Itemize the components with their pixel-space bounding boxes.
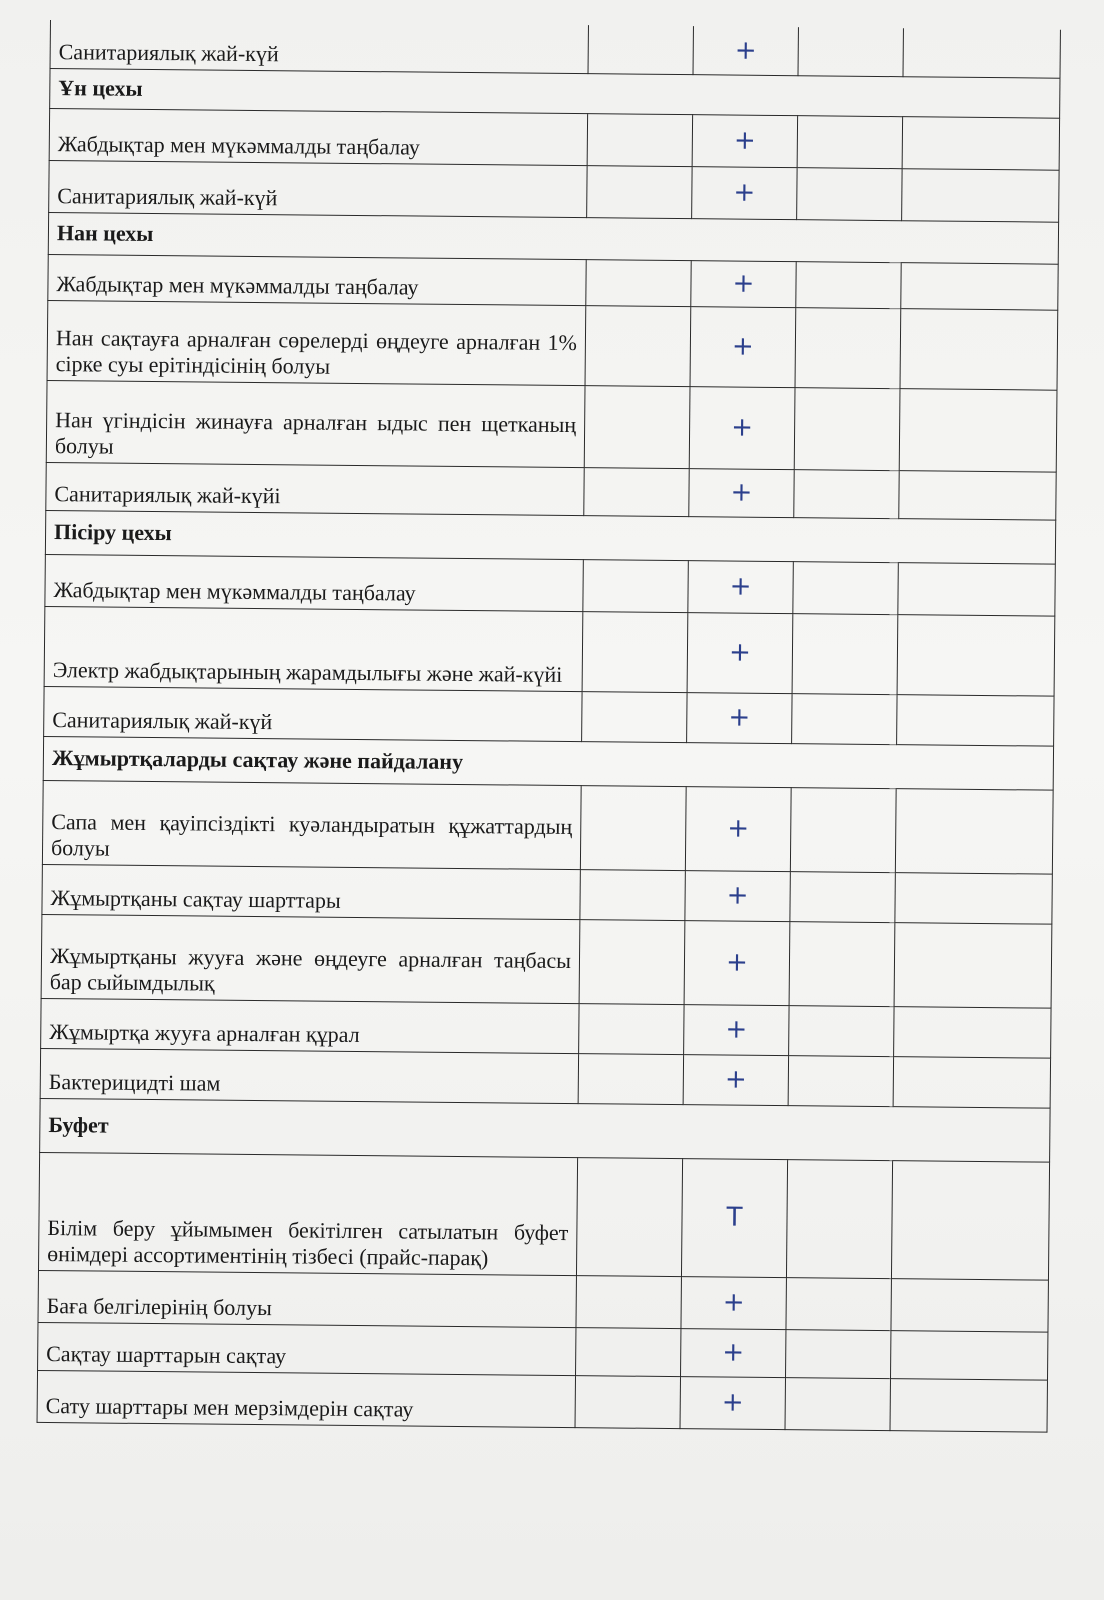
check-mark: + bbox=[691, 260, 796, 307]
check-mark: + bbox=[681, 1328, 786, 1377]
check-mark: + bbox=[692, 114, 797, 167]
criterion-label: Сату шарттары мен мерзімдерін сақтау bbox=[37, 1370, 575, 1427]
table-row bbox=[41, 914, 1052, 1008]
check-mark: + bbox=[688, 560, 793, 613]
empty-cell bbox=[902, 168, 1059, 222]
empty-cell bbox=[582, 691, 687, 742]
empty-cell bbox=[891, 1278, 1048, 1332]
empty-cell bbox=[580, 869, 685, 920]
empty-cell bbox=[584, 385, 690, 468]
empty-cell bbox=[786, 1277, 891, 1330]
checklist-body bbox=[37, 20, 1060, 1432]
check-mark: + bbox=[689, 386, 795, 469]
empty-cell bbox=[900, 308, 1058, 390]
criterion-label: Жұмыртқаны жууға және өңдеуге арналған таңбасы бар сыйымдылық bbox=[41, 914, 580, 1003]
empty-cell bbox=[588, 25, 693, 74]
table-row bbox=[45, 554, 1055, 616]
check-mark: + bbox=[693, 26, 798, 75]
empty-cell bbox=[785, 1377, 890, 1430]
empty-cell bbox=[587, 113, 692, 166]
empty-cell bbox=[893, 1056, 1050, 1108]
check-mark: + bbox=[690, 306, 796, 387]
criterion-label: Сапа мен қауіпсіздікті куәландыратын құжаттардың болуы bbox=[42, 780, 581, 869]
table-row bbox=[42, 780, 1053, 874]
empty-cell bbox=[579, 919, 685, 1004]
criterion-label: Жабдықтар мен мүкәммалды таңбалау bbox=[49, 108, 587, 165]
table-row bbox=[37, 1370, 1047, 1432]
table-row bbox=[39, 1152, 1050, 1280]
empty-cell bbox=[789, 921, 895, 1006]
empty-cell bbox=[895, 872, 1052, 924]
criterion-label: Сақтау шарттарын сақтау bbox=[38, 1322, 576, 1375]
criterion-label: Санитариялық жай-күйі bbox=[46, 462, 584, 515]
check-mark: + bbox=[685, 786, 791, 871]
empty-cell bbox=[786, 1159, 892, 1278]
table-row bbox=[49, 108, 1059, 170]
section-title: Жұмыртқаларды сақтау және пайдалану bbox=[43, 736, 1053, 790]
check-mark: + bbox=[684, 920, 790, 1005]
section-title: Пісіру цехы bbox=[45, 510, 1055, 564]
check-mark: + bbox=[687, 692, 792, 743]
criterion-label: Жұмыртқаны сақтау шарттары bbox=[42, 864, 580, 919]
empty-cell bbox=[899, 388, 1057, 472]
table-row bbox=[46, 380, 1057, 472]
empty-cell bbox=[891, 1330, 1048, 1380]
empty-cell bbox=[792, 693, 897, 744]
empty-cell bbox=[793, 561, 898, 614]
section-title: Нан цехы bbox=[48, 212, 1058, 264]
check-mark: + bbox=[684, 1004, 789, 1055]
empty-cell bbox=[902, 116, 1059, 170]
empty-cell bbox=[798, 27, 903, 76]
empty-cell bbox=[895, 788, 1053, 874]
criterion-label: Санитариялық жай-күй bbox=[44, 686, 582, 741]
empty-cell bbox=[789, 1005, 894, 1056]
check-mark: + bbox=[687, 612, 793, 693]
empty-cell bbox=[583, 559, 688, 612]
empty-cell bbox=[578, 1053, 683, 1104]
empty-cell bbox=[584, 467, 689, 516]
criterion-label: Жабдықтар мен мүкәммалды таңбалау bbox=[45, 554, 583, 611]
check-mark: + bbox=[692, 166, 797, 219]
empty-cell bbox=[585, 305, 691, 386]
empty-cell bbox=[903, 28, 1060, 78]
criterion-label: Нан үгіндісін жинауға арналған ыдыс пен щетканың болуы bbox=[46, 380, 585, 467]
empty-cell bbox=[790, 787, 896, 872]
criterion-label: Бактерицидті шам bbox=[40, 1048, 578, 1103]
empty-cell bbox=[897, 614, 1055, 696]
empty-cell bbox=[576, 1275, 681, 1328]
section-header bbox=[40, 1098, 1050, 1162]
empty-cell bbox=[579, 1003, 684, 1054]
section-title: Ұн цехы bbox=[50, 68, 1060, 118]
check-mark: + bbox=[681, 1276, 786, 1329]
table-row bbox=[44, 606, 1055, 696]
criterion-label: Нан сақтауға арналған сөрелерді өңдеуге арналған 1% сірке суы ерітіндісінің болуы bbox=[47, 300, 586, 385]
criterion-label: Санитариялық жай-күй bbox=[49, 160, 587, 217]
empty-cell bbox=[786, 1329, 891, 1378]
empty-cell bbox=[797, 115, 902, 168]
empty-cell bbox=[796, 261, 901, 308]
empty-cell bbox=[576, 1157, 682, 1276]
empty-cell bbox=[586, 259, 691, 306]
empty-cell bbox=[794, 387, 900, 470]
check-mark: + bbox=[683, 1054, 788, 1105]
criterion-label: Білім беру ұйымымен бекітілген сатылатын буфет өнімдері ассортиментінің тізбесі (прайс-парақ) bbox=[39, 1152, 578, 1275]
criterion-label: Жұмыртқа жууға арналған құрал bbox=[41, 998, 579, 1053]
empty-cell bbox=[580, 785, 686, 870]
empty-cell bbox=[576, 1327, 681, 1376]
check-mark: + bbox=[685, 870, 790, 921]
empty-cell bbox=[575, 1375, 680, 1428]
criterion-label: Баға белгілерінің болуы bbox=[38, 1270, 576, 1327]
table-row bbox=[49, 160, 1059, 222]
table-row bbox=[38, 1270, 1048, 1332]
empty-cell bbox=[797, 167, 902, 220]
check-mark: T bbox=[681, 1158, 787, 1277]
checklist-table bbox=[37, 20, 1061, 1432]
criterion-label: Электр жабдықтарының жарамдылығы және жай-күйі bbox=[44, 606, 583, 691]
check-mark: + bbox=[689, 468, 794, 517]
empty-cell bbox=[792, 613, 898, 694]
empty-cell bbox=[894, 922, 1052, 1008]
empty-cell bbox=[582, 611, 688, 692]
empty-cell bbox=[897, 694, 1054, 746]
criterion-label: Санитариялық жай-күй bbox=[50, 20, 588, 73]
check-mark: + bbox=[680, 1376, 785, 1429]
empty-cell bbox=[795, 307, 901, 388]
empty-cell bbox=[790, 871, 895, 922]
empty-cell bbox=[899, 470, 1056, 520]
criterion-label: Жабдықтар мен мүкәммалды таңбалау bbox=[48, 254, 586, 305]
empty-cell bbox=[894, 1006, 1051, 1058]
section-title: Буфет bbox=[40, 1098, 1050, 1162]
empty-cell bbox=[788, 1055, 893, 1106]
table-row bbox=[47, 300, 1058, 390]
empty-cell bbox=[587, 165, 692, 218]
empty-cell bbox=[890, 1378, 1047, 1432]
empty-cell bbox=[891, 1160, 1049, 1280]
empty-cell bbox=[901, 262, 1058, 310]
empty-cell bbox=[794, 469, 899, 518]
empty-cell bbox=[898, 562, 1055, 616]
